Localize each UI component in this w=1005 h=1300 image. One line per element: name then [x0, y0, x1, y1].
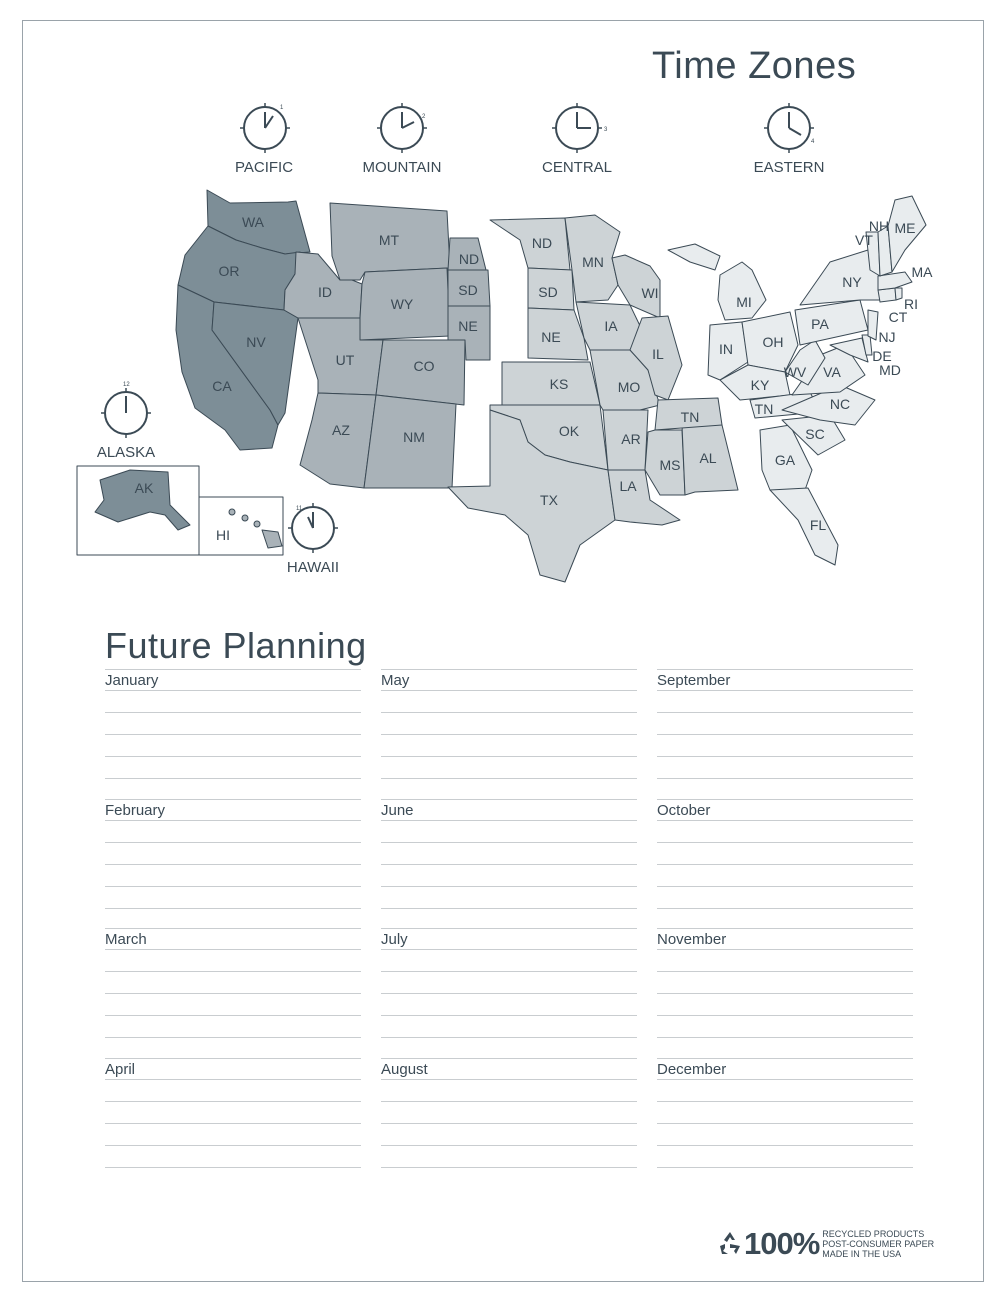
write-line[interactable]	[381, 1015, 637, 1016]
label-ne-west: NE	[458, 318, 478, 334]
label-ri: RI	[904, 296, 918, 312]
eastern-zone	[668, 196, 926, 565]
write-line[interactable]	[105, 1037, 361, 1038]
label-sd-west: SD	[458, 282, 478, 298]
write-line[interactable]	[657, 864, 913, 865]
month-label: October	[657, 802, 711, 819]
label-de: DE	[872, 348, 892, 364]
label-nd-west: ND	[458, 251, 480, 267]
label-fl: FL	[809, 517, 827, 533]
write-line[interactable]	[381, 734, 637, 735]
write-line[interactable]	[381, 1079, 637, 1080]
label-co: CO	[413, 358, 435, 374]
state-nj	[868, 310, 878, 340]
write-line[interactable]	[381, 778, 637, 779]
state-nd	[490, 218, 570, 270]
month-label: July	[381, 931, 408, 948]
label-va: VA	[823, 364, 841, 380]
label-ga: GA	[774, 452, 796, 468]
label-mn: MN	[582, 254, 604, 270]
write-line[interactable]	[105, 1167, 361, 1168]
write-line[interactable]	[381, 864, 637, 865]
write-line[interactable]	[381, 1101, 637, 1102]
month-label: May	[381, 672, 410, 689]
central-hour: 3	[604, 127, 608, 133]
state-ri	[895, 288, 902, 300]
write-line[interactable]	[105, 712, 361, 713]
label-md: MD	[879, 362, 901, 378]
central-label: CENTRAL	[541, 159, 613, 176]
write-line[interactable]	[657, 690, 913, 691]
write-line[interactable]	[657, 1167, 913, 1168]
write-line[interactable]	[105, 886, 361, 887]
alaska-hour: 12	[123, 382, 130, 388]
write-line[interactable]	[657, 908, 913, 909]
label-wa: WA	[241, 214, 265, 230]
write-line[interactable]	[105, 864, 361, 865]
label-il: IL	[652, 346, 664, 362]
write-line[interactable]	[105, 1015, 361, 1016]
write-line[interactable]	[657, 842, 913, 843]
label-ny: NY	[842, 274, 862, 290]
mountain-hour: 2	[422, 114, 426, 120]
label-pa: PA	[811, 316, 829, 332]
month-label: February	[105, 802, 166, 819]
write-line[interactable]	[657, 820, 913, 821]
month-top-rule	[105, 799, 361, 800]
label-id: ID	[318, 284, 332, 300]
write-line[interactable]	[657, 1101, 913, 1102]
label-tx: TX	[540, 492, 558, 508]
write-line[interactable]	[657, 1015, 913, 1016]
label-vt: VT	[855, 232, 873, 248]
write-line[interactable]	[381, 1167, 637, 1168]
month-label: September	[657, 672, 731, 689]
label-tn-central: TN	[680, 409, 700, 425]
percent-text: 100%	[744, 1226, 820, 1261]
mountain-label: MOUNTAIN	[362, 159, 442, 176]
write-line[interactable]	[657, 1145, 913, 1146]
write-line[interactable]	[105, 1101, 361, 1102]
state-az	[300, 393, 376, 488]
footer-line-3: MADE IN THE USA	[822, 1249, 902, 1259]
month-top-rule	[105, 928, 361, 929]
label-ut: UT	[335, 352, 355, 368]
write-line[interactable]	[105, 734, 361, 735]
write-line[interactable]	[657, 886, 913, 887]
write-line[interactable]	[105, 993, 361, 994]
write-line[interactable]	[381, 993, 637, 994]
write-line[interactable]	[657, 993, 913, 994]
month-top-rule	[381, 928, 637, 929]
write-line[interactable]	[381, 820, 637, 821]
label-oh: OH	[762, 334, 784, 350]
write-line[interactable]	[105, 842, 361, 843]
eastern-hour: 4	[811, 139, 815, 145]
label-me: ME	[894, 220, 916, 236]
month-top-rule	[657, 799, 913, 800]
label-sd: SD	[538, 284, 558, 300]
alaska-label: ALASKA	[96, 444, 156, 461]
pacific-label: PACIFIC	[234, 159, 294, 176]
write-line[interactable]	[657, 949, 913, 950]
label-hi: HI	[216, 527, 230, 543]
label-ms: MS	[659, 457, 681, 473]
write-line[interactable]	[657, 778, 913, 779]
write-line[interactable]	[105, 820, 361, 821]
write-line[interactable]	[105, 971, 361, 972]
label-nv: NV	[246, 334, 266, 350]
write-line[interactable]	[381, 712, 637, 713]
label-ia: IA	[604, 318, 618, 334]
hawaii-hour: 11	[296, 506, 303, 512]
month-top-rule	[381, 669, 637, 670]
footer-fineprint	[822, 1229, 934, 1259]
month-top-rule	[381, 799, 637, 800]
month-top-rule	[657, 669, 913, 670]
write-line[interactable]	[105, 1123, 361, 1124]
month-label: March	[105, 931, 147, 948]
month-label: January	[105, 672, 159, 689]
label-ca: CA	[212, 378, 232, 394]
state-ny	[800, 250, 880, 305]
footer-line-2: POST-CONSUMER PAPER	[822, 1239, 935, 1249]
label-la: LA	[619, 478, 637, 494]
write-line[interactable]	[381, 690, 637, 691]
write-line[interactable]	[105, 1079, 361, 1080]
write-line[interactable]	[381, 886, 637, 887]
label-nc: NC	[829, 396, 851, 412]
footer-line-1: RECYCLED PRODUCTS	[822, 1229, 925, 1239]
label-wv: WV	[783, 364, 807, 380]
label-or: OR	[218, 263, 240, 279]
label-mi: MI	[736, 294, 752, 310]
write-line[interactable]	[657, 734, 913, 735]
pacific-hour: 1	[280, 105, 284, 111]
write-line[interactable]	[105, 1145, 361, 1146]
recycle-icon	[716, 1230, 744, 1258]
month-top-rule	[657, 928, 913, 929]
write-line[interactable]	[381, 1123, 637, 1124]
month-label: December	[657, 1061, 727, 1078]
label-nd: ND	[531, 235, 553, 251]
write-line[interactable]	[105, 690, 361, 691]
write-line[interactable]	[381, 908, 637, 909]
future-planning-title: Future Planning	[105, 625, 367, 666]
write-line[interactable]	[105, 949, 361, 950]
label-ok: OK	[558, 423, 580, 439]
month-top-rule	[105, 1058, 361, 1059]
month-label: June	[381, 802, 414, 819]
label-ar: AR	[621, 431, 641, 447]
us-time-zone-map	[0, 0, 1005, 600]
label-ky: KY	[750, 377, 770, 393]
label-ks: KS	[549, 376, 569, 392]
write-line[interactable]	[105, 756, 361, 757]
month-label: November	[657, 931, 727, 948]
label-ma: MA	[911, 264, 933, 280]
write-line[interactable]	[657, 756, 913, 757]
write-line[interactable]	[381, 949, 637, 950]
label-az: AZ	[332, 422, 350, 438]
month-top-rule	[105, 669, 361, 670]
label-nh: NH	[868, 218, 890, 234]
central-zone	[448, 215, 738, 582]
month-top-rule	[381, 1058, 637, 1059]
eastern-label: EASTERN	[753, 159, 825, 176]
write-line[interactable]	[657, 1123, 913, 1124]
write-line[interactable]	[657, 712, 913, 713]
label-ak: AK	[134, 480, 154, 496]
write-line[interactable]	[657, 1037, 913, 1038]
write-line[interactable]	[105, 778, 361, 779]
write-line[interactable]	[381, 756, 637, 757]
month-label: April	[105, 1061, 136, 1078]
month-label: August	[381, 1061, 428, 1078]
time-zones-title: Time Zones	[652, 45, 857, 87]
label-ct: CT	[888, 309, 908, 325]
label-mt: MT	[378, 232, 400, 248]
label-in: IN	[719, 341, 733, 357]
label-nj: NJ	[878, 329, 896, 345]
label-sc: SC	[805, 426, 825, 442]
write-line[interactable]	[657, 971, 913, 972]
label-wy: WY	[390, 296, 414, 312]
state-pa	[795, 300, 868, 345]
label-nm: NM	[403, 429, 425, 445]
state-mi-upper	[668, 244, 720, 270]
write-line[interactable]	[381, 842, 637, 843]
state-mi	[718, 262, 766, 320]
label-ne: NE	[541, 329, 561, 345]
label-wi: WI	[641, 285, 659, 301]
recycled-footer	[716, 1226, 934, 1262]
label-al: AL	[699, 450, 717, 466]
write-line[interactable]	[657, 1079, 913, 1080]
write-line[interactable]	[381, 971, 637, 972]
state-fl	[770, 488, 838, 565]
hawaii-label: HAWAII	[286, 559, 340, 576]
label-tn: TN	[754, 401, 774, 417]
write-line[interactable]	[105, 908, 361, 909]
month-top-rule	[657, 1058, 913, 1059]
write-line[interactable]	[381, 1037, 637, 1038]
write-line[interactable]	[381, 1145, 637, 1146]
label-mo: MO	[617, 379, 641, 395]
